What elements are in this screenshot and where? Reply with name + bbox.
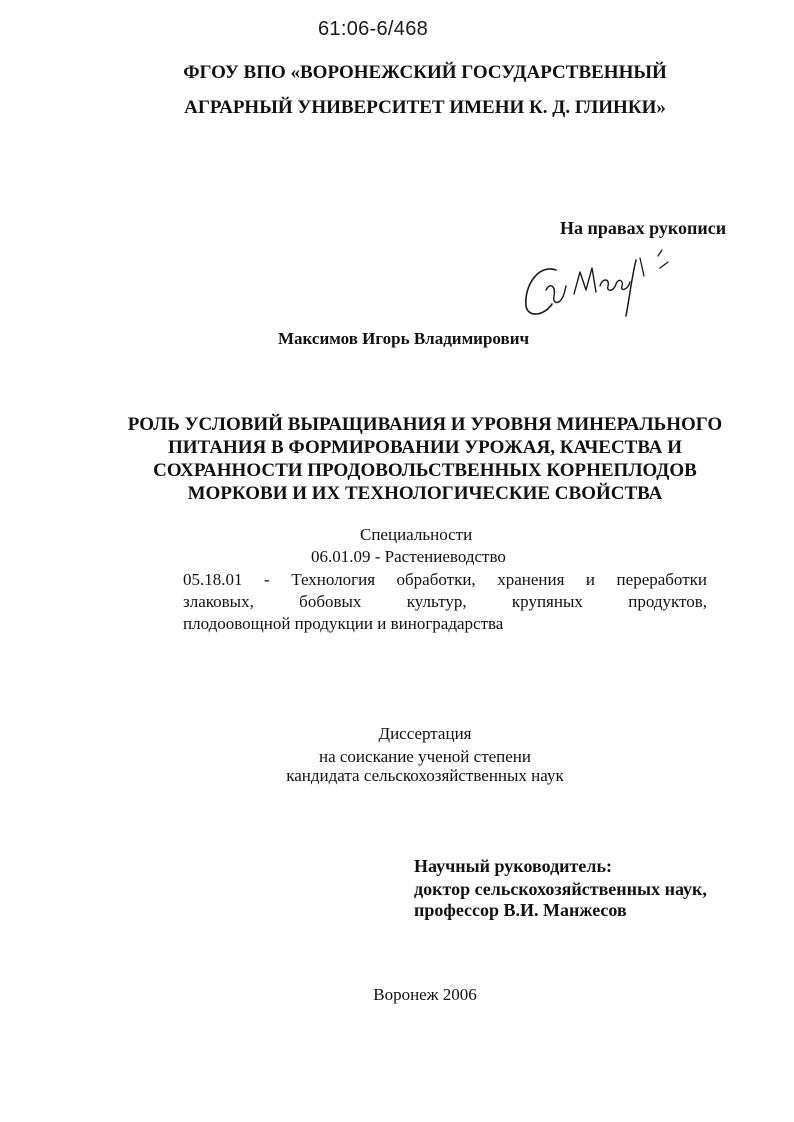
city-year: Воронеж 2006 [373, 985, 477, 1004]
title-line: ПИТАНИЯ В ФОРМИРОВАНИИ УРОЖАЯ, КАЧЕСТВА И [167, 437, 683, 458]
registry-code: 61:06-6/468 [318, 18, 429, 40]
specialty-second-line: злаковых, бобовых культур, крупяных продуктов, [183, 592, 707, 611]
specialty-first: 06.01.09 - Растениеводство [311, 547, 506, 566]
degree-purpose: на соискание ученой степени [318, 747, 532, 766]
manuscript-rights-note: На правах рукописи [560, 218, 727, 238]
specialty-second-line: плодоовощной продукции и виноградарства [183, 614, 504, 633]
degree-name: кандидата сельскохозяйственных наук [286, 766, 564, 785]
author-name: Максимов Игорь Владимирович [278, 329, 530, 348]
specialty-second-line: 05.18.01 - Технология обработки, хранения и переработки [183, 570, 707, 589]
dissertation-label: Диссертация [378, 724, 472, 743]
organization-line-2: АГРАРНЫЙ УНИВЕРСИТЕТ ИМЕНИ К. Д. ГЛИНКИ» [184, 97, 666, 118]
specialties-heading: Специальности [360, 525, 473, 544]
dissertation-title [100, 413, 750, 505]
title-line: МОРКОВИ И ИХ ТЕХНОЛОГИЧЕСКИЕ СВОЙСТВА [187, 483, 663, 504]
title-line: СОХРАННОСТИ ПРОДОВОЛЬСТВЕННЫХ КОРНЕПЛОДОВ [153, 460, 697, 481]
specialty-second [183, 569, 707, 635]
supervisor-name: профессор В.И. Манжесов [414, 900, 627, 920]
supervisor-degree: доктор сельскохозяйственных наук, [414, 879, 707, 899]
title-line: РОЛЬ УСЛОВИЙ ВЫРАЩИВАНИЯ И УРОВНЯ МИНЕРАЛЬНОГО [127, 414, 723, 435]
organization-line-1: ФГОУ ВПО «ВОРОНЕЖСКИЙ ГОСУДАРСТВЕННЫЙ [183, 62, 667, 83]
signature [516, 246, 676, 324]
supervisor-label: Научный руководитель: [414, 856, 612, 876]
